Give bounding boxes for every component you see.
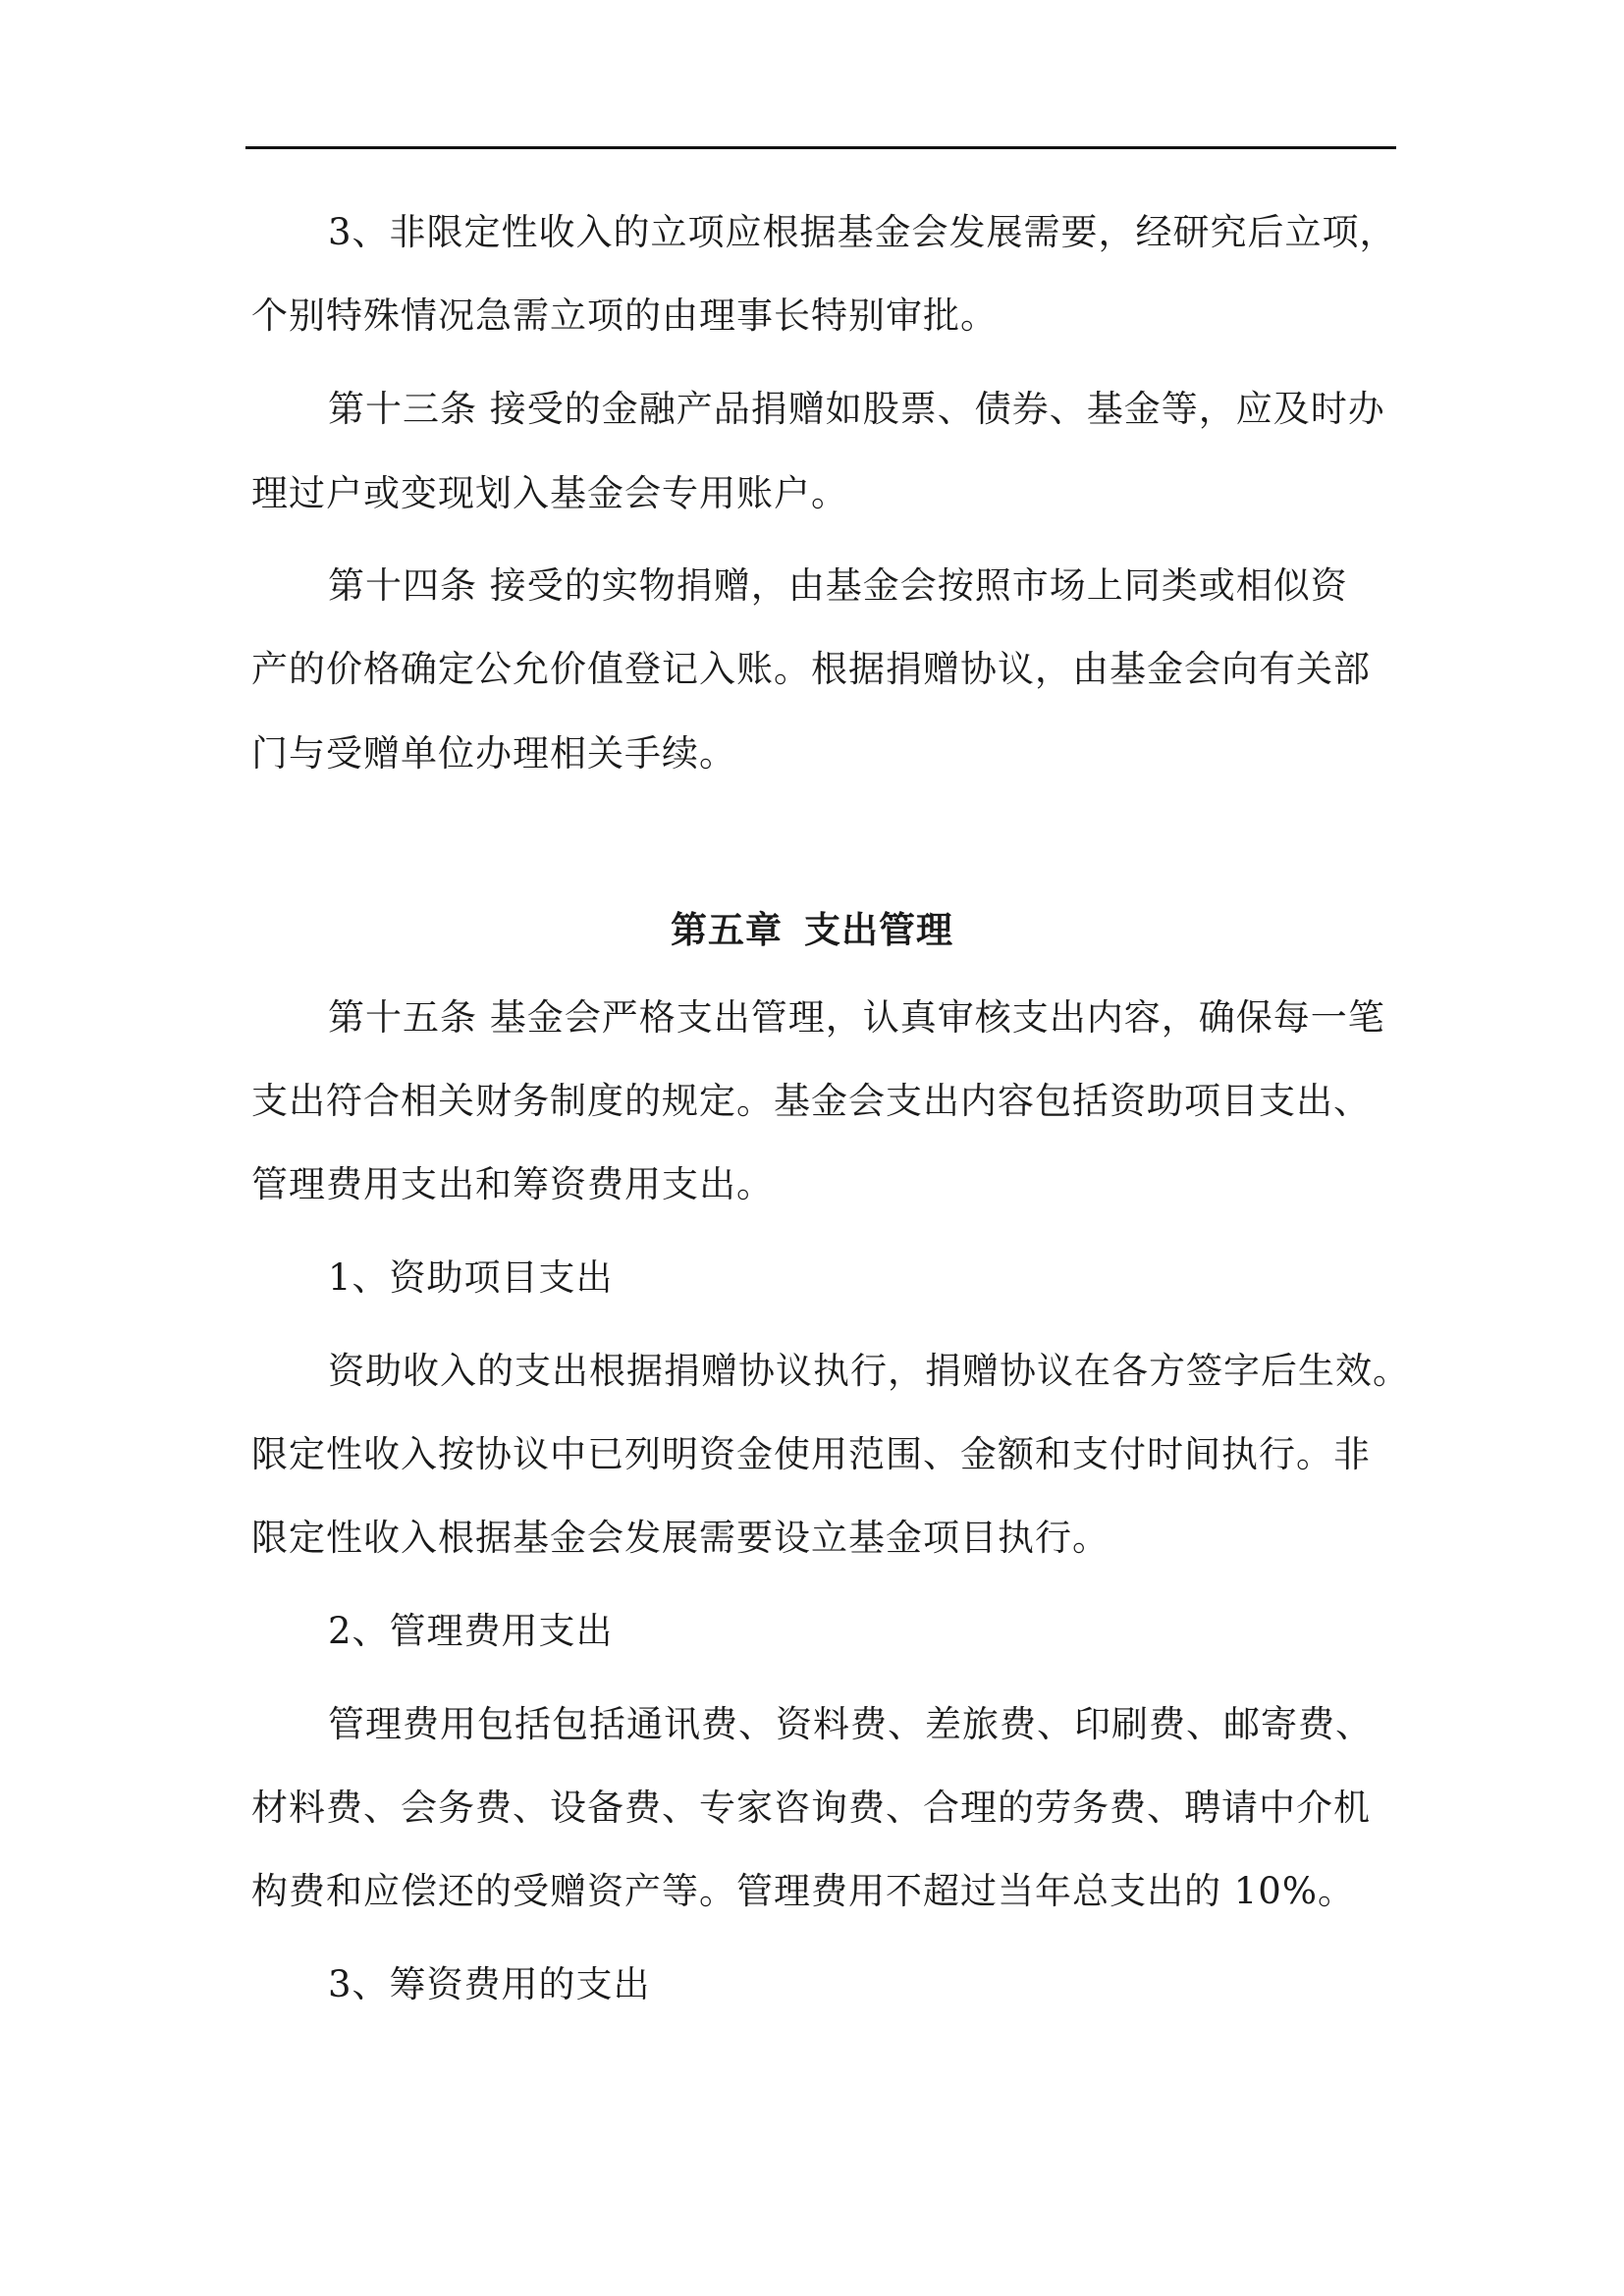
paragraph-line: 管理费用包括包括通讯费、资料费、差旅费、印刷费、邮寄费、 xyxy=(328,1703,1373,1745)
chapter-number: 第五章 xyxy=(671,908,783,951)
paragraph-line: 支出符合相关财务制度的规定。基金会支出内容包括资助项目支出、 xyxy=(251,1080,1371,1122)
header-rule xyxy=(245,146,1396,149)
chapter-heading xyxy=(0,905,1624,954)
paragraph-line: 管理费用支出和筹资费用支出。 xyxy=(251,1163,774,1205)
paragraph-line: 理过户或变现划入基金会专用账户。 xyxy=(251,472,848,514)
subsection-heading: 3、筹资费用的支出 xyxy=(328,1963,651,2005)
paragraph-line: 限定性收入按协议中已列明资金使用范围、金额和支付时间执行。非 xyxy=(251,1433,1371,1475)
paragraph-line: 资助收入的支出根据捐赠协议执行，捐赠协议在各方签字后生效。 xyxy=(328,1350,1410,1392)
paragraph-line: 构费和应偿还的受赠资产等。管理费用不超过当年总支出的 10%。 xyxy=(251,1870,1355,1912)
subsection-heading: 2、管理费用支出 xyxy=(328,1610,614,1652)
paragraph-line: 第十三条 接受的金融产品捐赠如股票、债券、基金等，应及时办 xyxy=(328,388,1385,430)
paragraph-line: 门与受赠单位办理相关手续。 xyxy=(251,732,736,774)
paragraph-line: 3、非限定性收入的立项应根据基金会发展需要，经研究后立项， xyxy=(328,211,1397,253)
paragraph-line: 限定性收入根据基金会发展需要设立基金项目执行。 xyxy=(251,1517,1110,1559)
subsection-heading: 1、资助项目支出 xyxy=(328,1256,614,1299)
paragraph-line: 个别特殊情况急需立项的由理事长特别审批。 xyxy=(251,294,998,337)
paragraph-line: 第十四条 接受的实物捐赠，由基金会按照市场上同类或相似资 xyxy=(328,564,1348,607)
paragraph-line: 第十五条 基金会严格支出管理，认真审核支出内容，确保每一笔 xyxy=(328,996,1385,1039)
paragraph-line: 材料费、会务费、设备费、专家咨询费、合理的劳务费、聘请中介机 xyxy=(251,1787,1371,1829)
paragraph-line: 产的价格确定公允价值登记入账。根据捐赠协议，由基金会向有关部 xyxy=(251,648,1371,690)
chapter-title: 支出管理 xyxy=(804,908,953,951)
